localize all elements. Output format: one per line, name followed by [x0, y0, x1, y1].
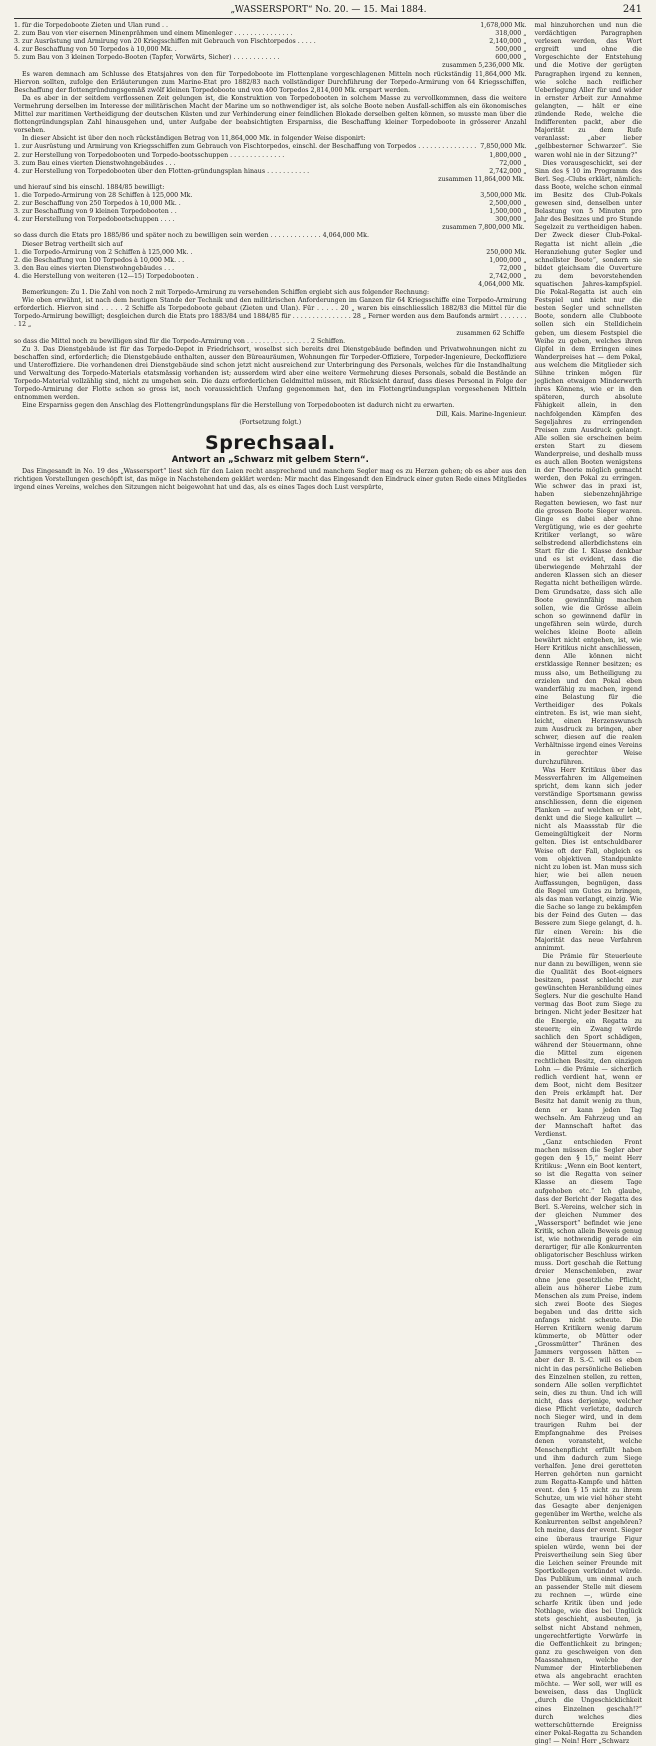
header-title: „WASSERSPORT“ No. 20. — 15. Mai 1884. — [230, 5, 427, 15]
list-item: 5. zum Bau von 3 kleinen Torpedo-Booten (Tapfer, Vorwärts, Sicher) . . . . . . . . . . . . 600,000 „ — [14, 54, 527, 62]
list-item: 4. zur Herstellung von Torpedobootschuppen . . . . 300,000 „ — [14, 216, 527, 224]
paragraph: In dieser Absicht ist über den noch rückständigen Betrag von 11,864,000 Mk. in folgender Weise disponirt: — [22, 135, 366, 143]
budget-list-3 — [14, 192, 527, 232]
list-item: 4. zur Beschaffung von 50 Torpedos à 10,000 Mk. . 500,000 „ — [14, 46, 527, 54]
columns — [14, 22, 642, 1746]
list-item: 2. zur Herstellung von Torpedobooten und Torpedo-bootsschuppen . . . . . . . . . . . . . . 1,800,000 „ — [14, 151, 527, 159]
paragraph: Bemerkungen: Zu 1. Die Zahl von noch 2 mit Torpedo-Armirung zu versehenden Schiffen ergiebt sich aus folgender Rechnung: — [22, 289, 430, 297]
list-sum: zusammen 7,800,000 Mk. — [442, 224, 525, 232]
budget-list-4 — [14, 249, 527, 289]
paragraph: Das Eingesandt in No. 19 des „Wassersport“ liest sich für den Laien recht ansprechend und manchem Segler mag es zu Herzen gehen; ob es aber aus den richtigen Vorstellungen geschöpft ist, das möge in Nachstehendem geklärt werden: Mir macht das Eingesandt den Eindruck einer guten Rede eines Mitgliedes irgend eines Vereins, welches den Sitzungen nicht beigewohnt hat und das, als es eines Tages doch Lust verspürte, — [14, 467, 527, 491]
paragraph: Dieser Betrag vertheilt sich auf — [22, 240, 123, 248]
list-sum: zusammen 11,864,000 Mk. — [438, 175, 525, 183]
paragraph: Da es aber in der seitdem verflossenen Zeit gelungen ist, die Konstruktion von Torpedobooten in solchem Masse zu vervollkommnen, dass die weitere Vermehrung derselben im Interesse der militärischen Macht der Marine um so nothwendiger ist, als solche Boote neben Ausfall-schiffen als ein ökonomisches Mittel zur maritimen Vertheidigung der deutschen Küsten und zur Verhinderung einer feindlichen Blokade derselben gelten können, so musste man über die flottengründungsplan Zahl hinausgehen und, unter Aufgabe der beabsichtigten Ersparniss, die Beschaffung kleiner Torpedoboote in grösserer Anzahl vorsehen. — [14, 94, 527, 135]
paragraph: „Ganz entschieden Front machen müssen die Segler aber gegen den § 15,“ meint Herr Kritikus: „Wenn ein Boot kentert, so ist die Regatta von seiner Klasse an diesem Tage aufgehoben etc.“ Ich glaube, dass der Bericht der Regatta des Berl. S.-Vereins, welcher sich in der gleichen Nummer des „Wassersport“ befindet wie jene Kritik, schon allein Beweis genug ist, wie nothwendig gerade ein derartiger, für alle Konkurrenten obligatorischer Beschluss wirken muss. Dort geschah die Rettung dreier Menschenleben, zwar ohne jene gesetzliche Pflicht, allein aus höherer Liebe zum Menschen als zum Preise, indem sich zwei Boote des Sieges begaben und das dritte sich anfangs nicht scheute. Die Herren Kritikern wenig darum kümmerte, ob Mütter oder „Grossmütter“ Thränen des Jammers vergossen hätten — aber der B. S.-C. will es eben nicht in das persönliche Belieben des Einzelnen stellen, zu retten, sondern Alle sollen verpflichtet sein, dies zu thun. Und ich will nicht, dass derjenige, welcher diese Pflicht verletzte, dadurch noch Sieger wird, und in dem traurigen Ruhm bei der Empfangnahme des Preises denen voransteht, welche Menschenpflicht erfüllt haben und ihm dadurch zum Siege verhalfen. Jene drei geretteten Herren gehörten nun garnicht zum Regatta-Kampfe und hätten event. den § 15 nicht zu ihrem Schutze, um wie viel höher steht das Gesagte aber denjenigen gegenüber im Werthe, welche als Konkurrenten selbst angehören? Ich meine, dass der event. Sieger eine überaus traurige Figur spielen würde, wenn bei der Preisvertheilung sein Sieg über die Leichen seiner Freunde mit Sportkollegen verkündet würde. Das Publikum, um einmal auch an passender Stelle mit diesem zu rechnen —, würde eine scharfe Kritik üben und jede Nothlage, wie dies bei Unglück stets geschieht, ausbeuten, ja selbst nicht Abstand nehmen, ungerechtfertigte Vorwürfe in die Oeffentlichkeit zu bringen; ganz zu geschweigen von den Maassnahmen, welche der Nummer der Hinterbliebenen etwa als angebracht erachten möchte. — Wer soll, wer will es beweisen, dass das Unglück „durch die Ungeschicklichkeit eines Einzelnen geschah!?“ durch welches dies wetterschütternde Ereigniss einer Pokal-Regatta zu Schanden ging! — Nein! Herr „Schwarz — [534, 1138, 642, 1745]
page-number: 241 — [622, 4, 642, 15]
list-item: 1. für die Torpedoboote Zieten und Ulan rund . . 1,678,000 Mk. — [14, 22, 527, 29]
list-sum: zusammen 62 Schiffe — [456, 329, 525, 337]
paragraph: und hierauf sind bis einschl. 1884/85 bewilligt: — [14, 183, 165, 191]
budget-list-2 — [14, 143, 527, 183]
paragraph: Wie oben erwähnt, ist nach dem heutigen Stande der Technik und den militärischen Anforderungen im Ganzen für 64 Kriegsschiffe eine Torpedo-Armirung erforderlich. Hiervon sind . . . . . 2 Schiffe als Torpedoboote gebaut (Zieten und Ulan). Für . . . . . 20 „ waren bis einschliesslich 1882/83 die Mittel für die Torpedo-Armirung bewilligt; desgleichen durch die Etats pro 1883/84 und 1884/85 für . . . . . . . . . . . . . . . 28 „ Ferner werden aus dem Baufonds armirt . . . . . . . . 12 „ — [14, 297, 527, 329]
paragraph: Dies vorausgeschickt, sei der Sinn des § 10 im Programm des Berl. Seg.-Clubs erklärt, nämlich: dass Boote, welche schon einmal im Besitz des Club-Pokals gewesen sind, denselben unter Belastung von 5 Minuten pro Jahr des Besitzes und pro Stunde Segelzeit zu vertheidigen haben. Der Zweck dieser Club-Pokal-Regatta ist nicht allein „die Heranziehung guter Segler und schnellster Boote“, sondern sie bildet gleichsam die Ouverture zu dem bevorstehenden squatischen Jahres-kampfspiel. Die Pokal-Regatta ist auch ein Festspiel und nicht nur die besten Segler und schnellsten Boote, sondern alle Clubboote sollen sich ein Stelldichein geben, um diesem Festspiel die Weihe zu geben, welches ihren Gipfel in dem Erringen eines Wanderpreises hat — dem Pokal, aus welchem die Mitglieder sich Sühne trinken mögen für jeglichen etwaigen Minderwerth ihres Könnens, wie er in den späteren, durch absolute Fähigkeit allein, in den nachfolgenden Kämpfen des Segeljahres zu erringenden Preisen zum Ausdruck gelangt. Alle sollen sie erscheinen beim ersten Start zu diesem Wanderpreise, und deshalb muss es auch allen Booten wenigstens in der Theorie möglich gemacht werden, den Pokal zu erringen. Wie schwer das in praxi ist, haben siebenzehnjährige Regatten bewiesen, wo fast nur die grossen Boote Sieger waren. Ginge es dabei aber ohne Vergütigung, wie es der geehrte Kritiker verlangt, so wäre selbstredend allerbdichstens ein Start für die I. Klasse denkbar und es ist evident, dass die überwiegende Mehrzahl der anderen Klassen sich an dieser Regatta nicht betheiligen würde. Dem Grundsatze, dass sich alle Boote gewinnfähig machen sollen, wie die Grösse allein schon so gewinnend dafür in ungefähren sein würde, durch welches kleine Boote allein bewährt nicht entgehen, ist, wie Herr Kritikus nicht anschliessen, denn Alle können nicht erstklassige Renner besitzen; es muss also, um Betheiligung zu erzielen und den Pokal eben wanderfähig zu machen, irgend eine Belastung für die Vertheidiger des Pokals eintreten. Es ist, wie man sieht, leicht, einen Herzenswunsch zum Ausdruck zu bringen, aber schwer, diesen auf die realen Verhältnisse irgend eines Vereins in gerechter Weise durchzuführen. — [534, 159, 642, 766]
paragraph: mal hinzuhorchen und nun die verdächtigen Paragraphen verlesen werden, das Wort ergreift und ohne die Vorgeschichte der Entstehung und die Motive der gerügten Paragraphen irgend zu kennen, wie solche nach reiflicher Ueberlegung Aller für und wider in ernster Arbeit zur Annahme gelangten, — hält er eine zündende Rede, welche die Indifferenten packt, aber die Majorität zu dem Rufe veranlasst: „aber lieber „gelbbesterner Schwarzer“. Sie waren wohl nie in der Sitzung?“ — [534, 22, 642, 159]
paragraph: so dass durch die Etats pro 1885/86 und später noch zu bewilligen sein werden . . . . . . . . . . . . . 4,064,000 Mk. — [14, 232, 369, 240]
list-item: 3. zum Bau eines vierten Dienstwohngebäudes . . . 72,000 „ — [14, 159, 527, 167]
list-item: 1. die Torpedo-Armirung von 2 Schiffen à 125,000 Mk. . 250,000 Mk. — [14, 248, 527, 256]
list-item: 1. die Torpedo-Armirung von 28 Schiffen à 125,000 Mk. 3,500,000 Mk. — [14, 191, 527, 199]
paragraph: Was Herr Kritikus über das Messverfahren im Allgemeinen spricht, dem kann sich jeder verständige Sportsmann gewiss anschliessen, denn die eigenen Planken — auf welchen er lebt, denkt und die Siege kalkulirt — nicht als Maassstab für die Gemeingültigkeit der Norm gelten. Dies ist entschuldbarer Weise oft der Fall, obgleich es vom objektiven Standpunkte nicht zu loben ist. Man muss sich hier, wie bei allen neuen Auffassungen, begnügen, dass die Regel um Gutes zu bringen, als das man verlangt, einzig. Wie die Sache so lange zu bekämpfen bis der Feind des Guten — das Bessere zum Siege gelangt, d. h. für einen Verein: bis die Majorität das neue Verfahren annimmt. — [534, 766, 642, 952]
signature: Dill, Kais. Marine-Ingenieur. — [436, 410, 527, 418]
list-item: 2. die Beschaffung von 100 Torpedos à 10,000 Mk. . . 1,000,000 „ — [14, 256, 527, 264]
list-sum: 4,064,000 Mk. — [478, 281, 525, 288]
page-header — [14, 4, 642, 19]
list-item: 3. zur Ausrüstung und Armirung von 20 Kriegsschiffen mit Gebrauch von Fischtorpedos . . . . . 2,140,000 „ — [14, 38, 527, 46]
left-column — [14, 22, 527, 1746]
list-item: 3. zur Beschaffung von 9 kleinen Torpedobooten . . 1,500,000 „ — [14, 208, 527, 216]
list-item: 2. zur Beschaffung von 250 Torpedos à 10,000 Mk. . 2,500,000 „ — [14, 200, 527, 208]
list-item: 4. zur Herstellung von Torpedobooten über den Flotten-gründungsplan hinaus . . . . . . . . . . . 2,742,000 „ — [14, 167, 527, 175]
section-subtitle: Antwort an „Schwarz mit gelbem Stern“. — [171, 454, 369, 465]
budget-list-1 — [14, 22, 527, 71]
list-item: 4. die Herstellung von weiteren (12—15) Torpedobooten . 2,742,000 „ — [14, 272, 527, 280]
section-title: Sprechsaal. — [205, 431, 336, 454]
list-item: 1. zur Ausrüstung und Armirung von Kriegsschiffen zum Gebrauch von Fischtorpedos, einschl. der Beschaffung von Torpedos . . . . . . . . . . . . . . . 7,850,000 Mk. — [14, 143, 527, 151]
list-item: 2. zum Bau von vier eisernen Minenprähmen und einem Minenleger . . . . . . . . . . . . . . . 318,000 „ — [14, 30, 527, 38]
paragraph: Zu 3. Das Dienstgebäude ist für das Torpedo-Depot in Friedrichsort, woselbst sich bereits drei Dienstgebäude befinden und Privatwohnungen nicht zu beschaffen sind, erforderlich; die Dienstgebäude enthalten, ausser den Büreauräumen, Wohnungen für Torpeder-Offiziere, Torpeder-Ingenieure, Deckoffiziere und Unteroffiziere. Die vorhandenen drei Dienstgebäude sind schon jetzt nicht ausreichend zur Unterbringung des Personals, welches für die Instandhaltung und Verwaltung des Torpedo-Materials etatsmässig vorhanden ist; ausserdem wird aber eine weitere Vermehrung dieses Personals, sobald die Bestände an Torpedo-Material vollzählig sind, nicht zu umgehen sein. Die dazu erforderlichen Geldmittel müssen, mit Rücksicht darauf, dass dieses Personal in Folge der Torpedo-Armirung der Flotte schon so gross ist, noch voraussichtlich Umfang gegenommen hat, den im Flottengründungsplan vorgesehenen Mitteln entnommen werden. — [14, 345, 527, 402]
paragraph: Eine Ersparniss gegen den Anschlag des Flottengründungsplans für die Herstellung von Torpedobooten ist dadurch nicht zu erwarten. — [22, 402, 455, 410]
continuation-note: (Fortsetzung folgt.) — [239, 418, 302, 426]
paragraph: Die Prämie für Steuerleute nur dann zu bewilligen, wenn sie die Qualität des Boot-eigners besitzen, passt schlecht zur gewünschten Heranbildung eines Seglers. Nur die geschulte Hand vermag das Boot zum Siege zu bringen. Nicht jeder Besitzer hat die Energie, ein Regatta zu steuern; ein Zwang würde sachlich den Sport schädigen, während der Steuermann, ohne die Mittel zum eigenen rechtlichen Besitz, den einzigen Lohn — die Prämie — sicherlich redlich verdient hat, wenn er dem Boot, nicht dem Besitzer den Preis erkämpft hat. Der Besitz hat damit wenig zu thun, denn er kann jeden Tag wechseln. Am Fahrzeug und an der Mannschaft haftet das Verdienst. — [534, 952, 642, 1138]
paragraph: Es waren demnach am Schlusse des Etatsjahres von den für Torpedoboote im Flottenplane vorgeschlagenen Mitteln noch rückständig 11,864,000 Mk. Hiervon sollten, zufolge den Erläuterungen zum Marine-Etat pro 1882/83 nach vollständiger Durchführung der Torpedo-Armirung von 64 Kriegsschiffen, Beschaffung der flottengründungsgemäß zwölf kleinen Torpedoboote und von 400 Torpedos 2,814,000 Mk. erspart werden. — [14, 70, 527, 94]
right-column — [535, 22, 642, 1746]
list-sum: zusammen 5,236,000 Mk. — [442, 62, 525, 70]
list-item: 3. den Bau eines vierten Dienstwohngebäudes . . . 72,000 „ — [14, 264, 527, 272]
paragraph: so dass die Mittel noch zu bewilligen sind für die Torpedo-Armirung von . . . . . . . . . . . . . . . . 2 Schiffen. — [14, 337, 346, 345]
